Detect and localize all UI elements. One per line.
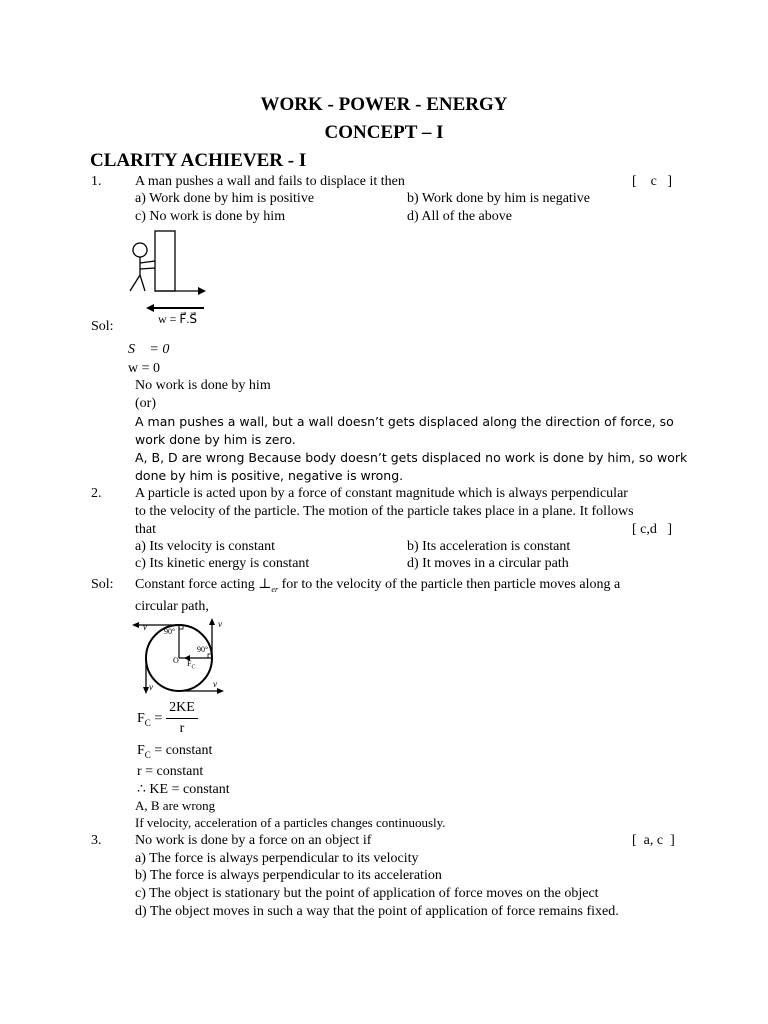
ke-constant: ∴ KE = constant xyxy=(137,782,230,797)
q1-number: 1. xyxy=(91,174,102,189)
q1-sol-line-4: (or) xyxy=(135,396,156,411)
q3-option-d: d) The object moves in such a way that the point of application of force remains fixed. xyxy=(135,904,619,919)
q2-sol-line-2: circular path, xyxy=(135,599,209,614)
center-label: O xyxy=(173,656,179,665)
velocity-label-bottom: v xyxy=(213,679,217,689)
q1-option-c: c) No work is done by him xyxy=(135,209,286,224)
q3-answer: [ a, c ] xyxy=(632,833,675,848)
centripetal-force-label: $F_C$ xyxy=(187,659,196,671)
r-constant: r = constant xyxy=(137,764,204,779)
q2-text-line-2: to the velocity of the particle. The motion of the particle takes place in a plane. It follows xyxy=(135,504,634,519)
q3-option-a: a) The force is always perpendicular to its velocity xyxy=(135,851,419,866)
q1-sol-line-1: S⃗ = 0 xyxy=(128,342,170,357)
q2-option-c: c) Its kinetic energy is constant xyxy=(135,556,310,571)
q3-text: No work is done by a force on an object if xyxy=(135,833,372,848)
q2-option-a: a) Its velocity is constant xyxy=(135,539,275,554)
q3-option-c: c) The object is stationary but the point of application of force moves on the object xyxy=(135,886,599,901)
q1-option-a: a) Work done by him is positive xyxy=(135,191,315,206)
section-heading: CLARITY ACHIEVER - I xyxy=(90,150,307,171)
q1-sol-line-8: done by him is positive, negative is wrong. xyxy=(135,468,404,483)
q1-option-b: b) Work done by him is negative xyxy=(407,191,590,206)
q1-option-d: d) All of the above xyxy=(407,209,512,224)
q2-option-d: d) It moves in a circular path xyxy=(407,556,569,571)
q2-text-line-1: A particle is acted upon by a force of constant magnitude which is always perpendicular xyxy=(135,486,628,501)
q2-number: 2. xyxy=(91,486,102,501)
fraction-bar xyxy=(166,718,198,719)
q2-sol-line-1: Constant force acting $\perp_{er}$ for to the velocity of the particle then particle moves along a xyxy=(135,577,621,594)
velocity-note: If velocity, acceleration of a particles changes continuously. xyxy=(135,815,446,830)
formula-lhs: $F_C$ = xyxy=(137,711,163,728)
formula-fraction xyxy=(166,700,198,740)
page-title: WORK - POWER - ENERGY xyxy=(260,94,508,115)
q1-sol-line-7: A, B, D are wrong Because body doesn’t gets displaced no work is done by him, so work xyxy=(135,450,688,465)
q1-answer: [ c ] xyxy=(632,174,673,189)
perpendicular-symbol: ⊥ xyxy=(258,577,272,592)
q3-option-b: b) The force is always perpendicular to its acceleration xyxy=(135,868,442,883)
fc-constant: $F_C$ = constant xyxy=(137,743,213,760)
work-formula-label: w = F⃗.S⃗ xyxy=(158,312,197,326)
formula-numerator: 2KE xyxy=(169,700,195,715)
velocity-label-right: v xyxy=(218,619,222,629)
concept-heading: CONCEPT – I xyxy=(324,122,444,143)
velocity-label-left: v xyxy=(149,682,153,692)
q1-sol-label: Sol: xyxy=(91,319,114,334)
q1-sol-line-6: work done by him is zero. xyxy=(135,432,296,447)
formula-denominator: r xyxy=(179,721,185,736)
q2-answer: [ c,d ] xyxy=(632,522,673,537)
q3-number: 3. xyxy=(91,833,102,848)
velocity-label-top: v xyxy=(143,622,147,632)
angle-label-right: 90° xyxy=(197,645,209,654)
q1-sol-line-5: A man pushes a wall, but a wall doesn’t gets displaced along the direction of force, so xyxy=(135,414,674,429)
ab-wrong: A, B are wrong xyxy=(135,798,216,813)
therefore-symbol: ∴ xyxy=(137,782,146,797)
q1-text: A man pushes a wall and fails to displace it then xyxy=(135,174,405,189)
q2-sol-label: Sol: xyxy=(91,577,114,592)
angle-label-top: 90° xyxy=(164,627,176,636)
q1-sol-line-3: No work is done by him xyxy=(135,378,271,393)
q2-option-b: b) Its acceleration is constant xyxy=(407,539,571,554)
q1-sol-line-2: w = 0 xyxy=(128,361,161,376)
q2-text-line-3: that xyxy=(135,522,156,537)
